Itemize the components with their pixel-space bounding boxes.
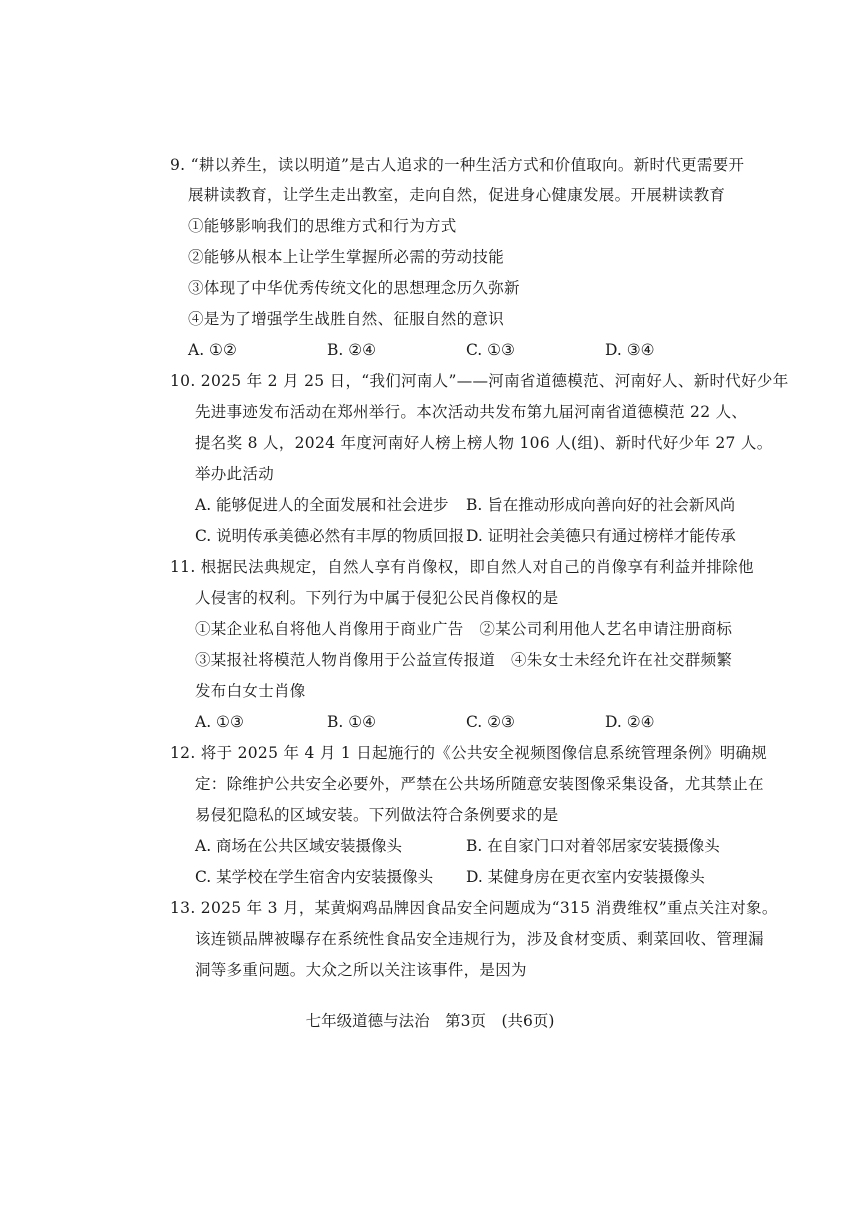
q13-stem-line-3: 洞等多重问题。大众之所以关注该事件，是因为: [195, 961, 527, 979]
q9-option-a: A. ①②: [188, 341, 237, 359]
q11-stem-line-1: 11. 根据民法典规定，自然人享有肖像权，即自然人对自己的肖像享有利益并排除他: [170, 558, 754, 576]
page-footer: 七年级道德与法治 第3页 (共6页): [305, 1012, 555, 1030]
q12-stem-line-1: 12. 将于 2025 年 4 月 1 日起施行的《公共安全视频图像信息系统管理条例》明确规: [170, 744, 768, 762]
q9-option-d: D. ③④: [605, 341, 655, 359]
q11-statement-3: 发布白女士肖像: [195, 682, 306, 700]
q9-option-b: B. ②④: [327, 341, 377, 359]
q10-options-row-2: [0, 525, 860, 547]
q13-stem-line-1: 13. 2025 年 3 月，某黄焖鸡品牌因食品安全问题成为“315 消费维权”重点关注对象。: [170, 899, 778, 917]
q11-option-d: D. ②④: [605, 713, 655, 731]
q10-stem-line-1: 10. 2025 年 2 月 25 日，“我们河南人”——河南省道德模范、河南好人、新时代好少年: [170, 372, 789, 390]
q10-option-c: C. 说明传承美德必然有丰厚的物质回报: [195, 527, 465, 545]
q12-stem-line-3: 易侵犯隐私的区域安装。下列做法符合条例要求的是: [195, 806, 559, 824]
q12-options-row-2: [0, 866, 860, 888]
q10-stem-line-3: 提名奖 8 人，2024 年度河南好人榜上榜人物 106 人(组)、新时代好少年 27 人。: [195, 434, 773, 452]
q9-statement-2: ②能够从根本上让学生掌握所必需的劳动技能: [188, 248, 505, 266]
q12-option-c: C. 某学校在学生宿舍内安装摄像头: [195, 868, 434, 886]
q9-stem-line-2: 展耕读教育，让学生走出教室，走向自然，促进身心健康发展。开展耕读教育: [188, 186, 726, 204]
q10-option-d: D. 证明社会美德只有通过榜样才能传承: [466, 527, 736, 545]
q10-options-row-1: [0, 494, 860, 516]
q9-statement-3: ③体现了中华优秀传统文化的思想理念历久弥新: [188, 279, 520, 297]
q10-option-b: B. 旨在推动形成向善向好的社会新风尚: [466, 496, 736, 514]
q12-option-a: A. 商场在公共区域安装摄像头: [195, 837, 403, 855]
q9-statement-1: ①能够影响我们的思维方式和行为方式: [188, 217, 457, 235]
q9-stem-line-1: 9. “耕以养生，读以明道”是古人追求的一种生活方式和价值取向。新时代更需要开: [170, 156, 745, 174]
q12-options-row-1: [0, 835, 860, 857]
q11-option-a: A. ①③: [195, 713, 244, 731]
q9-options: [0, 339, 860, 361]
q10-stem-line-2: 先进事迹发布活动在郑州举行。本次活动共发布第九届河南省道德模范 22 人、: [195, 403, 748, 421]
q9-option-c: C. ①③: [466, 341, 515, 359]
q11-statement-2: ③某报社将模范人物肖像用于公益宣传报道 ④朱女士未经允许在社交群频繁: [195, 651, 733, 669]
q11-options: [0, 711, 860, 733]
q11-option-c: C. ②③: [466, 713, 515, 731]
q12-stem-line-2: 定：除维护公共安全必要外，严禁在公共场所随意安装图像采集设备，尤其禁止在: [195, 775, 764, 793]
q12-option-d: D. 某健身房在更衣室内安装摄像头: [466, 868, 705, 886]
q10-stem-line-4: 举办此活动: [195, 465, 275, 483]
q12-option-b: B. 在自家门口对着邻居家安装摄像头: [466, 837, 720, 855]
q11-statement-1: ①某企业私自将他人肖像用于商业广告 ②某公司利用他人艺名申请注册商标: [195, 620, 733, 638]
q11-option-b: B. ①④: [327, 713, 377, 731]
q10-option-a: A. 能够促进人的全面发展和社会进步: [195, 496, 449, 514]
q9-statement-4: ④是为了增强学生战胜自然、征服自然的意识: [188, 310, 505, 328]
q13-stem-line-2: 该连锁品牌被曝存在系统性食品安全违规行为，涉及食材变质、剩菜回收、管理漏: [195, 930, 764, 948]
q11-stem-line-2: 人侵害的权利。下列行为中属于侵犯公民肖像权的是: [195, 589, 559, 607]
